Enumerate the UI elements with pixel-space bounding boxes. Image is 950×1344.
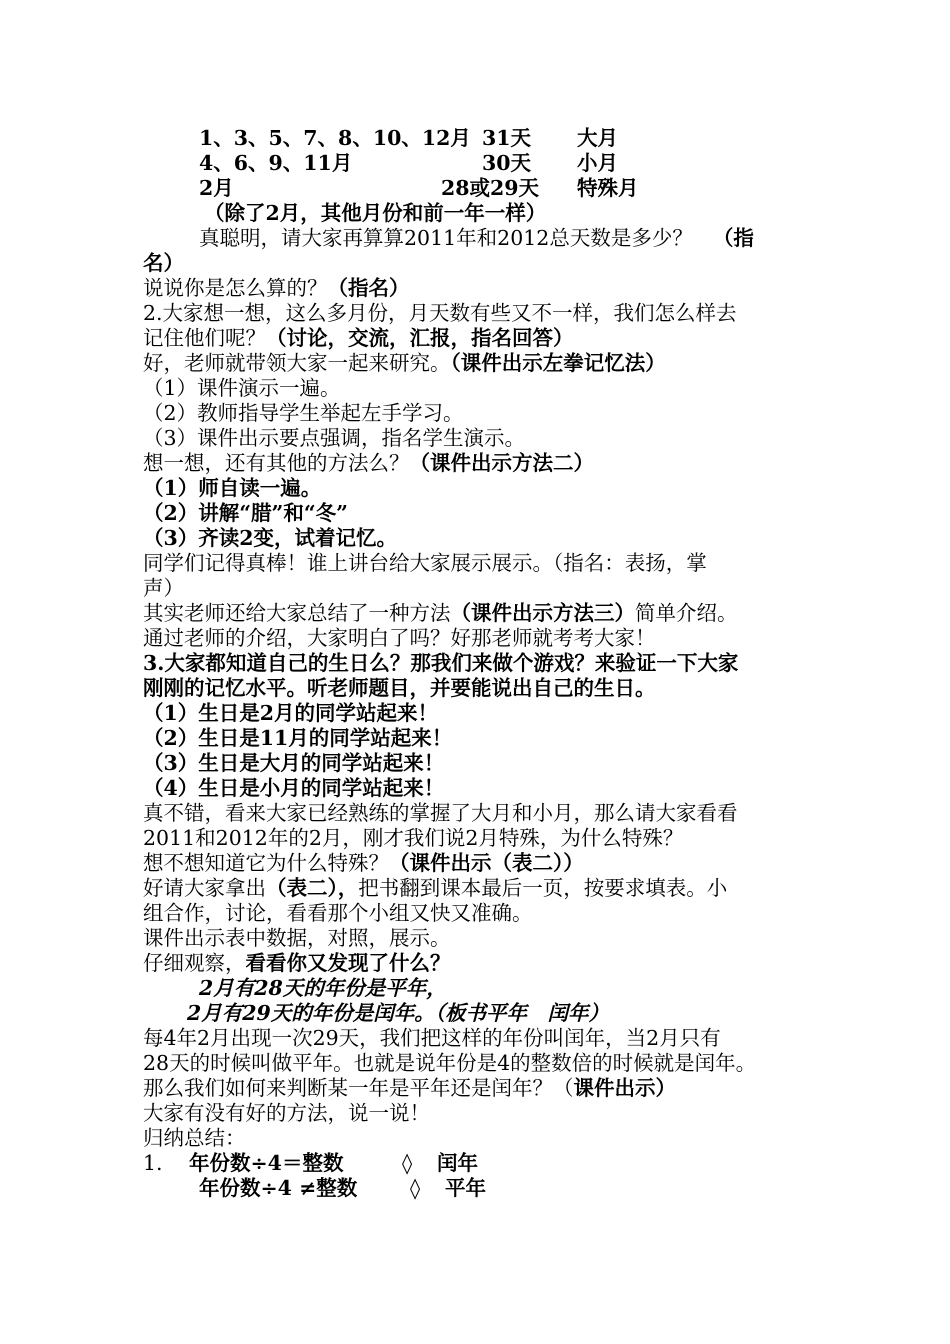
sec2-line2: [143, 326, 574, 351]
sec2-line6: 声）: [143, 576, 184, 600]
sec3-italic1: 2月有28天的年份是平年，: [199, 976, 447, 1000]
sec2-method3: （3）齐读2变，试着记忆。: [143, 526, 398, 550]
sec2-line7-c: 简单介绍。: [635, 601, 738, 625]
formula1-right: 闰年: [437, 1151, 478, 1175]
sec2-step3: （3）课件出示要点强调，指名学生演示。: [143, 426, 526, 450]
sec3-italic2-bold: （板书平年 闰年）: [434, 1001, 610, 1025]
feb-month: 2月: [199, 176, 234, 200]
feb-days: 28或29天: [441, 176, 540, 200]
sec2-line4: [143, 451, 594, 476]
formula2-diamond-icon: ◊: [410, 1176, 421, 1200]
sec3-line6-c: 把书翻到课本最后一页，按要求填表。小: [358, 876, 728, 900]
sec2-step1: （1）课件演示一遍。: [143, 376, 341, 400]
para1-line1-bold: （指: [712, 226, 754, 250]
sec3-line12-text: 那么我们如何来判断某一年是平年还是闰年？（: [143, 1076, 574, 1100]
sec2-line7-a: 其实老师还给大家总结了一种方法: [143, 601, 451, 625]
sec3-line8: 课件出示表中数据，对照，展示。: [143, 926, 451, 950]
sec3-game1: （1）生日是2月的同学站起来！: [143, 701, 439, 725]
sec3-line9-text: 仔细观察，: [143, 951, 246, 975]
sec2-line3-bold: （课件出示左拳记忆法）: [450, 351, 666, 375]
sec2-step2: （2）教师指导学生举起左手学习。: [143, 401, 464, 425]
sec2-line4-text: 想一想，还有其他的方法么？: [143, 451, 410, 475]
sec3-line7: 组合作，讨论，看看那个小组又快又准确。: [143, 901, 533, 925]
sec3-italic2-line: [187, 1001, 609, 1026]
sec3-line6-a: 好请大家拿出: [143, 876, 266, 900]
para1-line3-bold: （指名）: [327, 276, 410, 300]
big-label: 大月: [577, 126, 618, 150]
sec2-line8: 通过老师的介绍，大家明白了吗？好那老师就考考大家！: [143, 626, 656, 650]
formula1-left: 年份数÷4＝整数: [189, 1151, 344, 1175]
feb-label: 特殊月: [577, 176, 639, 200]
para1-line3: [143, 276, 410, 301]
big-days: 31天: [482, 126, 532, 150]
sec3-game2: （2）生日是11月的同学站起来！: [143, 726, 453, 750]
small-label: 小月: [577, 151, 618, 175]
sec3-line10: 每4年2月出现一次29天，我们把这样的年份叫闰年，当2月只有: [143, 1026, 721, 1050]
small-months: 4、6、9、11月: [199, 151, 353, 175]
sec3-line9: [143, 951, 451, 976]
sec3-line3: 真不错，看来大家已经熟练的掌握了大月和小月，那么请大家看看: [143, 801, 738, 825]
sec3-line1: 3.大家都知道自己的生日么？那我们来做个游戏？来验证一下大家: [143, 651, 739, 675]
sec3-line14: 归纳总结：: [143, 1126, 246, 1150]
para1-line1: [199, 226, 754, 251]
sec2-line1: 2.大家想一想，这么多月份，月天数有些又不一样，我们怎么样去: [143, 301, 737, 325]
sec3-line6-b: （表二），: [266, 876, 359, 900]
sec3-line4: 2011和2012年的2月，刚才我们说2月特殊，为什么特殊？: [143, 826, 684, 850]
sec2-method1: （1）师自读一遍。: [143, 476, 322, 500]
sec3-line9-bold: 看看你又发现了什么？: [245, 951, 451, 975]
para1-line3-text: 说说你是怎么算的？: [143, 276, 328, 300]
sec3-line5: [143, 851, 584, 876]
formula2-right: 平年: [445, 1176, 486, 1200]
sec3-line2: 刚刚的记忆水平。听老师题目，并要能说出自己的生日。: [143, 676, 656, 700]
sec3-line12: [143, 1076, 676, 1101]
sec3-line6: [143, 876, 727, 901]
para1-line1-text: 真聪明，请大家再算算2011年和2012总天数是多少？: [199, 226, 693, 250]
sec2-line2-bold: （讨论，交流，汇报，指名回答）: [266, 326, 574, 350]
sec3-line13: 大家有没有好的方法，说一说！: [143, 1101, 430, 1125]
sec3-game4: （4）生日是小月的同学站起来！: [143, 776, 445, 800]
small-days: 30天: [482, 151, 532, 175]
formula1-diamond-icon: ◊: [402, 1151, 413, 1175]
para1-line2: 名）: [143, 251, 184, 275]
sec3-line11: 28天的时候叫做平年。也就是说年份是4的整数倍的时候就是闰年。: [143, 1051, 757, 1075]
sec2-line3: [143, 351, 666, 376]
sec3-line5-text: 想不想知道它为什么特殊？: [143, 851, 389, 875]
sec2-line7-b: （课件出示方法三）: [450, 601, 635, 625]
formula-number: 1.: [143, 1151, 163, 1175]
sec2-line5: 同学们记得真棒！谁上讲台给大家展示展示。（指名：表扬，掌: [143, 551, 707, 575]
sec2-line7: [143, 601, 738, 626]
sec3-line12-bold: 课件出示）: [573, 1076, 676, 1100]
sec3-italic2: 2月有29天的年份是闰年。: [187, 1001, 435, 1025]
sec2-line3-text: 好，老师就带领大家一起来研究。: [143, 351, 451, 375]
formula2-left: 年份数÷4 ≠整数: [199, 1176, 358, 1200]
sec2-line4-bold: （课件出示方法二）: [409, 451, 594, 475]
sec3-game3: （3）生日是大月的同学站起来！: [143, 751, 445, 775]
big-months: 1、3、5、7、8、10、12月: [199, 126, 471, 150]
sec2-method2: （2）讲解“腊”和“冬”: [143, 501, 348, 525]
sec3-line5-bold: （课件出示（表二））: [389, 851, 584, 875]
sec2-line2-text: 记住他们呢？: [143, 326, 266, 350]
month-note: （除了2月，其他月份和前一年一样）: [204, 201, 547, 225]
